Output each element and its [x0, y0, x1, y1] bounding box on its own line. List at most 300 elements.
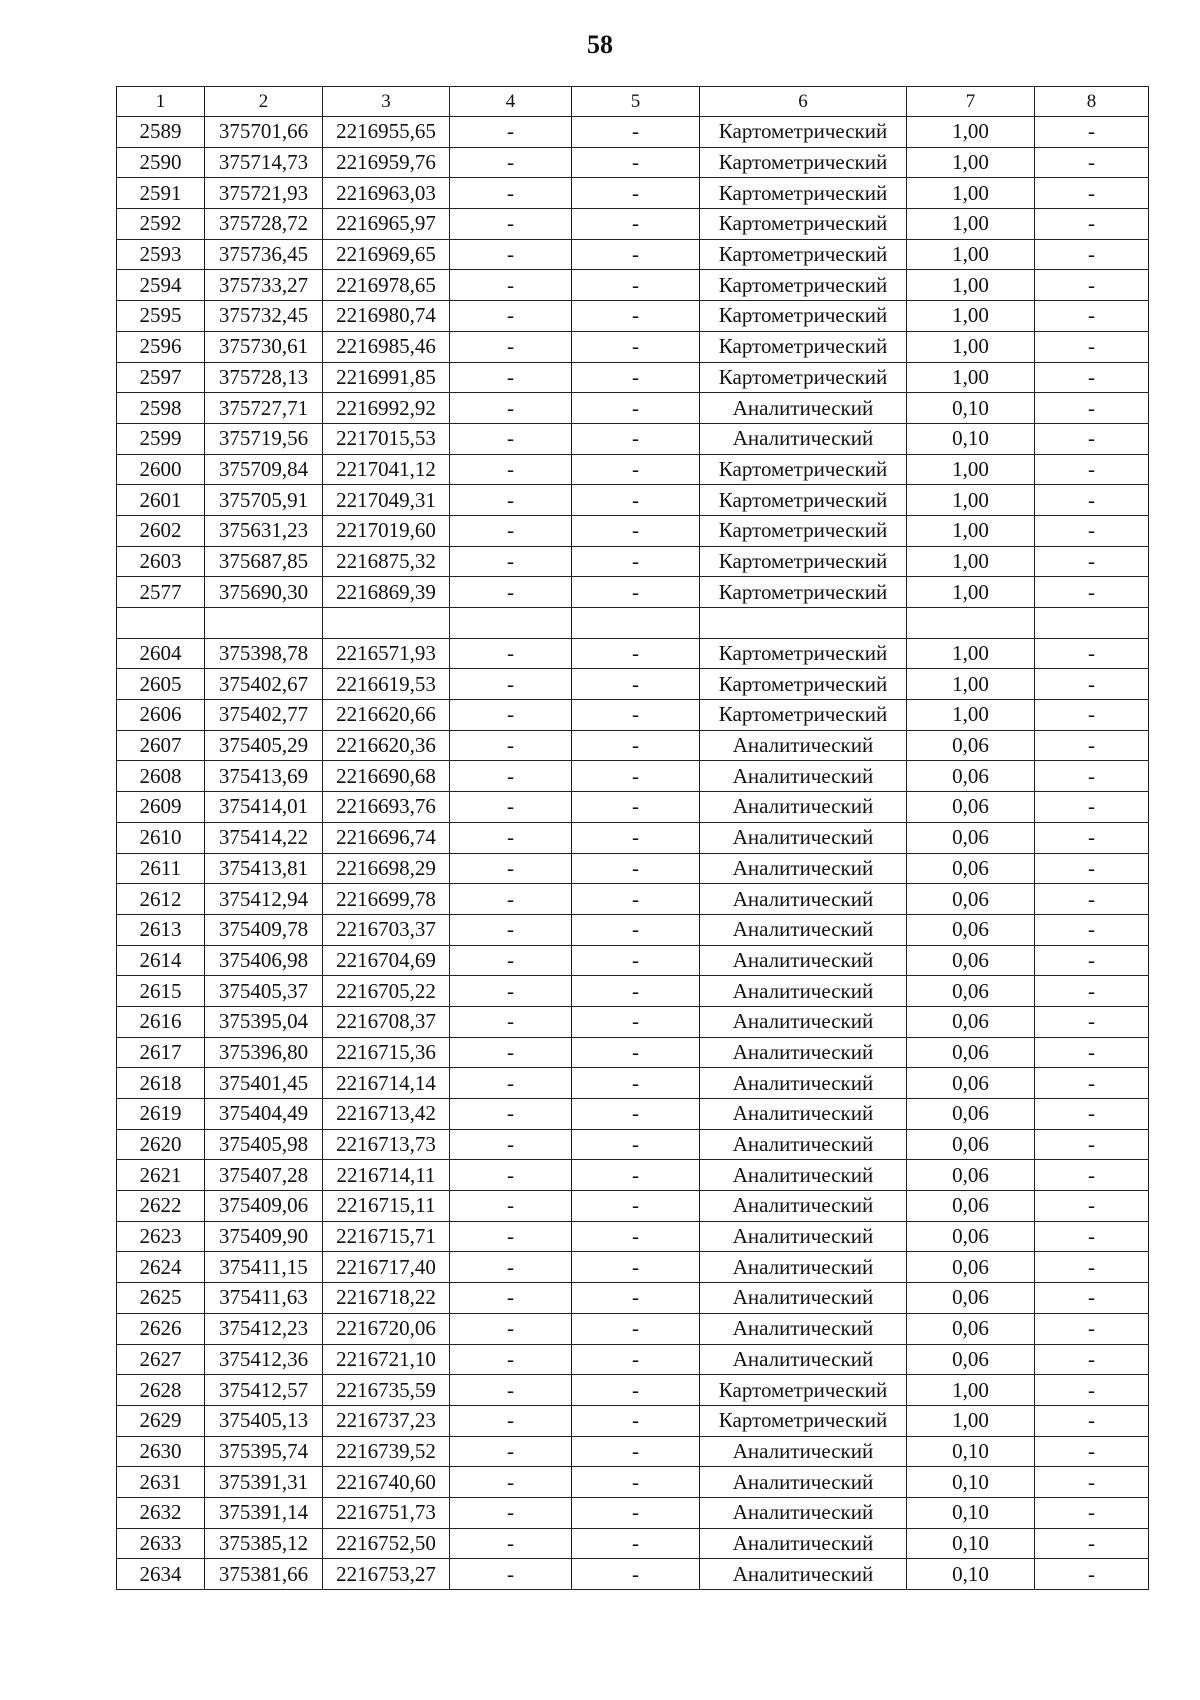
col-4-cell: - [450, 147, 572, 178]
col-5-cell: - [572, 1467, 700, 1498]
col-5-cell: - [572, 1191, 700, 1222]
table-row [117, 608, 1149, 639]
col-8-cell: - [1035, 638, 1149, 669]
col-4-cell: - [450, 700, 572, 731]
table-row [117, 914, 1149, 945]
point-number-cell: 2592 [117, 209, 205, 240]
table-row [117, 1283, 1149, 1314]
accuracy-cell: 1,00 [907, 485, 1035, 516]
col-5-cell: - [572, 331, 700, 362]
col-4-cell: - [450, 1068, 572, 1099]
table-row [117, 239, 1149, 270]
y-coordinate-cell: 2217049,31 [323, 485, 450, 516]
method-cell: Аналитический [700, 1559, 907, 1590]
x-coordinate-cell: 375413,81 [205, 853, 323, 884]
y-coordinate-cell: 2216698,29 [323, 853, 450, 884]
col-5-cell: - [572, 914, 700, 945]
point-number-cell [117, 608, 205, 639]
method-cell: Аналитический [700, 1191, 907, 1222]
table-row [117, 792, 1149, 823]
point-number-cell: 2624 [117, 1252, 205, 1283]
point-number-cell: 2604 [117, 638, 205, 669]
x-coordinate-cell: 375687,85 [205, 546, 323, 577]
col-5-cell: - [572, 1313, 700, 1344]
table-row [117, 1160, 1149, 1191]
col-8-cell: - [1035, 1283, 1149, 1314]
col-4-cell [450, 608, 572, 639]
col-5-cell: - [572, 945, 700, 976]
method-cell: Картометрический [700, 147, 907, 178]
accuracy-cell: 1,00 [907, 1405, 1035, 1436]
col-5-cell: - [572, 822, 700, 853]
y-coordinate-cell: 2216969,65 [323, 239, 450, 270]
x-coordinate-cell: 375404,49 [205, 1099, 323, 1130]
x-coordinate-cell: 375412,57 [205, 1375, 323, 1406]
col-5-cell: - [572, 301, 700, 332]
method-cell [700, 608, 907, 639]
y-coordinate-cell: 2216875,32 [323, 546, 450, 577]
col-5-cell: - [572, 1344, 700, 1375]
method-cell: Картометрический [700, 638, 907, 669]
col-4-cell: - [450, 485, 572, 516]
table-row [117, 1313, 1149, 1344]
y-coordinate-cell: 2216991,85 [323, 362, 450, 393]
col-8-cell: - [1035, 577, 1149, 608]
col-4-cell: - [450, 1037, 572, 1068]
col-4-cell: - [450, 178, 572, 209]
y-coordinate-cell: 2216720,06 [323, 1313, 450, 1344]
table-row [117, 1191, 1149, 1222]
col-4-cell: - [450, 209, 572, 240]
accuracy-cell: 1,00 [907, 577, 1035, 608]
x-coordinate-cell: 375736,45 [205, 239, 323, 270]
header-cell-6: 6 [700, 87, 907, 117]
accuracy-cell: 0,06 [907, 1313, 1035, 1344]
y-coordinate-cell: 2216696,74 [323, 822, 450, 853]
point-number-cell: 2591 [117, 178, 205, 209]
accuracy-cell [907, 608, 1035, 639]
y-coordinate-cell: 2216571,93 [323, 638, 450, 669]
accuracy-cell: 1,00 [907, 454, 1035, 485]
accuracy-cell: 0,06 [907, 1099, 1035, 1130]
y-coordinate-cell: 2216740,60 [323, 1467, 450, 1498]
col-5-cell: - [572, 761, 700, 792]
y-coordinate-cell: 2216978,65 [323, 270, 450, 301]
table-row [117, 1436, 1149, 1467]
point-number-cell: 2608 [117, 761, 205, 792]
table-row [117, 945, 1149, 976]
x-coordinate-cell: 375409,90 [205, 1221, 323, 1252]
col-8-cell: - [1035, 1375, 1149, 1406]
accuracy-cell: 1,00 [907, 117, 1035, 148]
x-coordinate-cell: 375381,66 [205, 1559, 323, 1590]
col-5-cell: - [572, 1037, 700, 1068]
accuracy-cell: 1,00 [907, 638, 1035, 669]
table-row [117, 1068, 1149, 1099]
col-4-cell: - [450, 1129, 572, 1160]
col-8-cell: - [1035, 117, 1149, 148]
method-cell: Аналитический [700, 1068, 907, 1099]
table-row [117, 147, 1149, 178]
col-4-cell: - [450, 1405, 572, 1436]
table-row [117, 1375, 1149, 1406]
method-cell: Картометрический [700, 209, 907, 240]
accuracy-cell: 0,06 [907, 1252, 1035, 1283]
y-coordinate-cell: 2216715,36 [323, 1037, 450, 1068]
point-number-cell: 2630 [117, 1436, 205, 1467]
col-4-cell: - [450, 1467, 572, 1498]
col-4-cell: - [450, 454, 572, 485]
col-5-cell: - [572, 1436, 700, 1467]
point-number-cell: 2590 [117, 147, 205, 178]
method-cell: Картометрический [700, 331, 907, 362]
accuracy-cell: 0,06 [907, 914, 1035, 945]
method-cell: Аналитический [700, 822, 907, 853]
y-coordinate-cell: 2216869,39 [323, 577, 450, 608]
col-8-cell [1035, 608, 1149, 639]
method-cell: Аналитический [700, 1006, 907, 1037]
point-number-cell: 2601 [117, 485, 205, 516]
col-8-cell: - [1035, 209, 1149, 240]
col-8-cell: - [1035, 147, 1149, 178]
point-number-cell: 2633 [117, 1528, 205, 1559]
col-4-cell: - [450, 853, 572, 884]
y-coordinate-cell: 2216959,76 [323, 147, 450, 178]
point-number-cell: 2596 [117, 331, 205, 362]
col-8-cell: - [1035, 1405, 1149, 1436]
col-4-cell: - [450, 117, 572, 148]
method-cell: Аналитический [700, 1313, 907, 1344]
x-coordinate-cell: 375413,69 [205, 761, 323, 792]
col-5-cell: - [572, 1497, 700, 1528]
accuracy-cell: 0,06 [907, 945, 1035, 976]
col-8-cell: - [1035, 1191, 1149, 1222]
x-coordinate-cell: 375732,45 [205, 301, 323, 332]
col-8-cell: - [1035, 1068, 1149, 1099]
col-8-cell: - [1035, 1160, 1149, 1191]
method-cell: Аналитический [700, 730, 907, 761]
col-8-cell: - [1035, 853, 1149, 884]
col-5-cell: - [572, 1405, 700, 1436]
col-4-cell: - [450, 239, 572, 270]
x-coordinate-cell: 375401,45 [205, 1068, 323, 1099]
method-cell: Аналитический [700, 423, 907, 454]
col-5-cell: - [572, 853, 700, 884]
method-cell: Аналитический [700, 976, 907, 1007]
point-number-cell: 2605 [117, 669, 205, 700]
method-cell: Картометрический [700, 178, 907, 209]
method-cell: Аналитический [700, 945, 907, 976]
accuracy-cell: 0,10 [907, 423, 1035, 454]
col-4-cell: - [450, 945, 572, 976]
accuracy-cell: 0,06 [907, 761, 1035, 792]
header-cell-1: 1 [117, 87, 205, 117]
x-coordinate-cell: 375719,56 [205, 423, 323, 454]
x-coordinate-cell: 375411,63 [205, 1283, 323, 1314]
col-4-cell: - [450, 1283, 572, 1314]
col-4-cell: - [450, 301, 572, 332]
table-row [117, 1405, 1149, 1436]
accuracy-cell: 0,06 [907, 792, 1035, 823]
accuracy-cell: 0,06 [907, 1129, 1035, 1160]
y-coordinate-cell: 2217019,60 [323, 515, 450, 546]
x-coordinate-cell: 375402,67 [205, 669, 323, 700]
method-cell: Аналитический [700, 1436, 907, 1467]
table-row [117, 1129, 1149, 1160]
accuracy-cell: 1,00 [907, 515, 1035, 546]
y-coordinate-cell: 2216619,53 [323, 669, 450, 700]
point-number-cell: 2610 [117, 822, 205, 853]
col-4-cell: - [450, 1313, 572, 1344]
y-coordinate-cell: 2216955,65 [323, 117, 450, 148]
col-4-cell: - [450, 976, 572, 1007]
y-coordinate-cell: 2216737,23 [323, 1405, 450, 1436]
method-cell: Аналитический [700, 761, 907, 792]
col-4-cell: - [450, 1191, 572, 1222]
x-coordinate-cell: 375406,98 [205, 945, 323, 976]
table-body [117, 87, 1149, 1590]
col-4-cell: - [450, 1160, 572, 1191]
col-8-cell: - [1035, 1037, 1149, 1068]
x-coordinate-cell [205, 608, 323, 639]
accuracy-cell: 0,06 [907, 976, 1035, 1007]
col-8-cell: - [1035, 914, 1149, 945]
table-row [117, 1344, 1149, 1375]
x-coordinate-cell: 375721,93 [205, 178, 323, 209]
col-5-cell: - [572, 1252, 700, 1283]
table-row [117, 1528, 1149, 1559]
col-5-cell: - [572, 454, 700, 485]
accuracy-cell: 0,06 [907, 1037, 1035, 1068]
point-number-cell: 2603 [117, 546, 205, 577]
method-cell: Картометрический [700, 270, 907, 301]
y-coordinate-cell: 2216708,37 [323, 1006, 450, 1037]
table-row [117, 331, 1149, 362]
method-cell: Картометрический [700, 362, 907, 393]
method-cell: Аналитический [700, 1129, 907, 1160]
table-row [117, 730, 1149, 761]
y-coordinate-cell: 2217015,53 [323, 423, 450, 454]
accuracy-cell: 0,10 [907, 393, 1035, 424]
point-number-cell: 2599 [117, 423, 205, 454]
method-cell: Картометрический [700, 301, 907, 332]
point-number-cell: 2612 [117, 884, 205, 915]
col-8-cell: - [1035, 669, 1149, 700]
method-cell: Аналитический [700, 1252, 907, 1283]
x-coordinate-cell: 375409,06 [205, 1191, 323, 1222]
col-8-cell: - [1035, 1344, 1149, 1375]
col-4-cell: - [450, 1221, 572, 1252]
method-cell: Аналитический [700, 884, 907, 915]
header-cell-3: 3 [323, 87, 450, 117]
table-row [117, 1252, 1149, 1283]
col-8-cell: - [1035, 515, 1149, 546]
accuracy-cell: 1,00 [907, 178, 1035, 209]
col-5-cell: - [572, 638, 700, 669]
table-row [117, 178, 1149, 209]
table-row [117, 884, 1149, 915]
col-5-cell: - [572, 669, 700, 700]
col-8-cell: - [1035, 1221, 1149, 1252]
accuracy-cell: 1,00 [907, 209, 1035, 240]
col-8-cell: - [1035, 700, 1149, 731]
col-8-cell: - [1035, 730, 1149, 761]
method-cell: Аналитический [700, 853, 907, 884]
table-row [117, 1467, 1149, 1498]
col-5-cell: - [572, 423, 700, 454]
table-row [117, 577, 1149, 608]
col-5-cell: - [572, 546, 700, 577]
col-8-cell: - [1035, 1099, 1149, 1130]
point-number-cell: 2619 [117, 1099, 205, 1130]
point-number-cell: 2613 [117, 914, 205, 945]
point-number-cell: 2593 [117, 239, 205, 270]
accuracy-cell: 0,10 [907, 1497, 1035, 1528]
col-4-cell: - [450, 1497, 572, 1528]
col-8-cell: - [1035, 884, 1149, 915]
x-coordinate-cell: 375405,37 [205, 976, 323, 1007]
x-coordinate-cell: 375709,84 [205, 454, 323, 485]
method-cell: Картометрический [700, 454, 907, 485]
accuracy-cell: 1,00 [907, 270, 1035, 301]
y-coordinate-cell: 2216620,66 [323, 700, 450, 731]
col-5-cell: - [572, 515, 700, 546]
point-number-cell: 2620 [117, 1129, 205, 1160]
x-coordinate-cell: 375385,12 [205, 1528, 323, 1559]
col-5-cell: - [572, 209, 700, 240]
y-coordinate-cell: 2216705,22 [323, 976, 450, 1007]
col-8-cell: - [1035, 239, 1149, 270]
col-5-cell: - [572, 884, 700, 915]
y-coordinate-cell: 2216693,76 [323, 792, 450, 823]
x-coordinate-cell: 375728,72 [205, 209, 323, 240]
accuracy-cell: 0,10 [907, 1559, 1035, 1590]
table-row [117, 1099, 1149, 1130]
table-row [117, 485, 1149, 516]
y-coordinate-cell: 2216620,36 [323, 730, 450, 761]
method-cell: Картометрический [700, 546, 907, 577]
table-row [117, 1559, 1149, 1590]
method-cell: Картометрический [700, 1405, 907, 1436]
col-4-cell: - [450, 1528, 572, 1559]
col-4-cell: - [450, 730, 572, 761]
table-row [117, 1221, 1149, 1252]
col-4-cell: - [450, 362, 572, 393]
col-5-cell: - [572, 362, 700, 393]
accuracy-cell: 0,06 [907, 1283, 1035, 1314]
col-8-cell: - [1035, 301, 1149, 332]
accuracy-cell: 0,06 [907, 1160, 1035, 1191]
x-coordinate-cell: 375398,78 [205, 638, 323, 669]
x-coordinate-cell: 375405,13 [205, 1405, 323, 1436]
col-4-cell: - [450, 1436, 572, 1467]
col-5-cell: - [572, 239, 700, 270]
table-row [117, 1006, 1149, 1037]
col-5-cell: - [572, 700, 700, 731]
x-coordinate-cell: 375412,36 [205, 1344, 323, 1375]
page-number: 58 [587, 30, 613, 59]
x-coordinate-cell: 375705,91 [205, 485, 323, 516]
point-number-cell: 2631 [117, 1467, 205, 1498]
col-4-cell: - [450, 1375, 572, 1406]
x-coordinate-cell: 375405,98 [205, 1129, 323, 1160]
col-4-cell: - [450, 822, 572, 853]
col-5-cell: - [572, 178, 700, 209]
y-coordinate-cell: 2216751,73 [323, 1497, 450, 1528]
y-coordinate-cell: 2216713,73 [323, 1129, 450, 1160]
accuracy-cell: 0,06 [907, 884, 1035, 915]
accuracy-cell: 0,10 [907, 1528, 1035, 1559]
col-8-cell: - [1035, 1252, 1149, 1283]
point-number-cell: 2597 [117, 362, 205, 393]
y-coordinate-cell: 2216690,68 [323, 761, 450, 792]
point-number-cell: 2629 [117, 1405, 205, 1436]
col-5-cell: - [572, 1559, 700, 1590]
method-cell: Аналитический [700, 1160, 907, 1191]
method-cell: Картометрический [700, 669, 907, 700]
col-8-cell: - [1035, 1436, 1149, 1467]
col-4-cell: - [450, 393, 572, 424]
col-4-cell: - [450, 270, 572, 301]
col-4-cell: - [450, 515, 572, 546]
col-4-cell: - [450, 331, 572, 362]
col-8-cell: - [1035, 546, 1149, 577]
accuracy-cell: 0,06 [907, 1221, 1035, 1252]
col-5-cell: - [572, 1283, 700, 1314]
point-number-cell: 2595 [117, 301, 205, 332]
table-row [117, 761, 1149, 792]
method-cell: Картометрический [700, 117, 907, 148]
point-number-cell: 2614 [117, 945, 205, 976]
y-coordinate-cell: 2217041,12 [323, 454, 450, 485]
col-4-cell: - [450, 638, 572, 669]
header-cell-4: 4 [450, 87, 572, 117]
col-5-cell: - [572, 1528, 700, 1559]
table-row [117, 669, 1149, 700]
method-cell: Аналитический [700, 1497, 907, 1528]
x-coordinate-cell: 375412,94 [205, 884, 323, 915]
x-coordinate-cell: 375396,80 [205, 1037, 323, 1068]
y-coordinate-cell: 2216752,50 [323, 1528, 450, 1559]
x-coordinate-cell: 375728,13 [205, 362, 323, 393]
x-coordinate-cell: 375690,30 [205, 577, 323, 608]
col-5-cell: - [572, 577, 700, 608]
y-coordinate-cell: 2216703,37 [323, 914, 450, 945]
point-number-cell: 2589 [117, 117, 205, 148]
col-4-cell: - [450, 577, 572, 608]
point-number-cell: 2627 [117, 1344, 205, 1375]
point-number-cell: 2617 [117, 1037, 205, 1068]
x-coordinate-cell: 375407,28 [205, 1160, 323, 1191]
method-cell: Картометрический [700, 485, 907, 516]
point-number-cell: 2634 [117, 1559, 205, 1590]
x-coordinate-cell: 375730,61 [205, 331, 323, 362]
y-coordinate-cell: 2216715,71 [323, 1221, 450, 1252]
point-number-cell: 2623 [117, 1221, 205, 1252]
table-row [117, 822, 1149, 853]
col-8-cell: - [1035, 945, 1149, 976]
col-8-cell: - [1035, 178, 1149, 209]
y-coordinate-cell: 2216965,97 [323, 209, 450, 240]
table-row [117, 976, 1149, 1007]
col-8-cell: - [1035, 485, 1149, 516]
accuracy-cell: 0,06 [907, 853, 1035, 884]
col-5-cell: - [572, 792, 700, 823]
method-cell: Аналитический [700, 1099, 907, 1130]
x-coordinate-cell: 375714,73 [205, 147, 323, 178]
x-coordinate-cell: 375411,15 [205, 1252, 323, 1283]
y-coordinate-cell: 2216992,92 [323, 393, 450, 424]
